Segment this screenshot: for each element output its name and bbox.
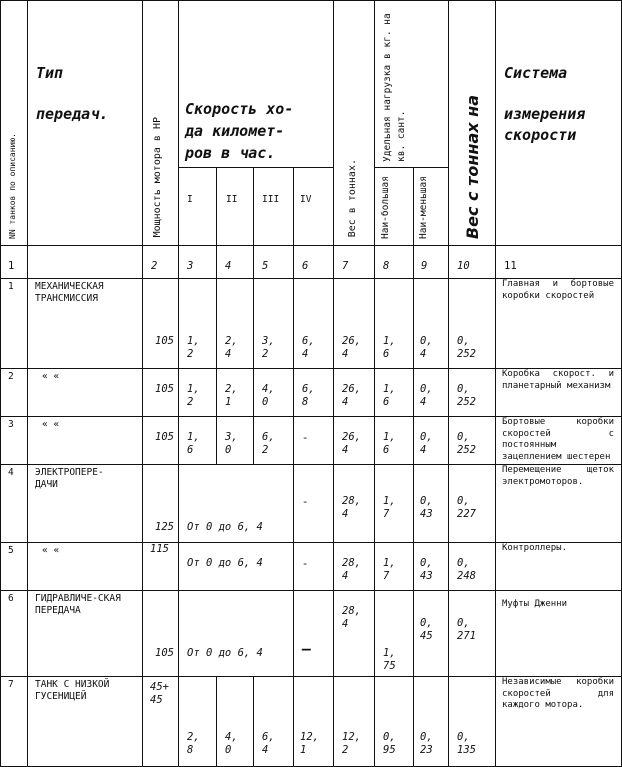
- weight: 28, 4: [342, 495, 361, 520]
- speed-gear-3: 3, 2: [262, 335, 275, 360]
- load-max: 1, 7: [383, 495, 396, 520]
- header-gear-1: [179, 168, 217, 246]
- table-row: [1, 465, 622, 543]
- header-speed: [179, 1, 334, 168]
- speed-system: Муфты Дженни: [502, 599, 568, 609]
- header-load-max: [375, 168, 414, 246]
- row-number: 7: [8, 679, 14, 690]
- load-max: 1, 6: [383, 383, 396, 408]
- header-speed-line3: ров в час.: [185, 144, 276, 162]
- weight-per-unit: 0, 252: [457, 335, 476, 360]
- header-type-line1: Тип: [36, 64, 64, 82]
- header-system: [496, 1, 622, 246]
- header-load-min: [414, 168, 449, 246]
- index-cell: 10: [457, 260, 470, 272]
- row-number: 1: [8, 281, 14, 292]
- speed-system: Перемещение щеток электромоторов.: [502, 465, 614, 487]
- header-load: [375, 1, 449, 168]
- speed-gear-1: 1, 2: [187, 335, 200, 360]
- motor-power: 105: [155, 383, 174, 395]
- header-load-min-text: Наи-меньшая: [418, 176, 429, 239]
- table-row: [1, 369, 622, 417]
- header-tank-number: [1, 1, 28, 246]
- index-cell: 6: [302, 260, 309, 272]
- weight-per-unit: 0, 135: [457, 731, 476, 756]
- table-row: [1, 543, 622, 591]
- speed-gear-4: -: [302, 495, 309, 508]
- speed-gear-3: 6, 2: [262, 431, 275, 456]
- weight-per-unit: 0, 271: [457, 617, 476, 642]
- weight: 26, 4: [342, 383, 361, 408]
- speed-system: Бортовые коробки скоростей с постоянным зацеплением шестерен: [502, 417, 614, 462]
- load-max: 1, 6: [383, 335, 396, 360]
- transmission-type: ТАНК С НИЗКОЙ ГУСЕНИЦЕЙ: [35, 679, 110, 702]
- load-min: 0, 43: [420, 495, 433, 520]
- index-cell: 11: [504, 260, 517, 272]
- load-min: 0, 23: [420, 731, 433, 756]
- load-min: 0, 45: [420, 617, 433, 642]
- header-weight2: [449, 1, 496, 246]
- speed-gear-2: 2, 1: [225, 383, 238, 408]
- speed-gear-2: 4, 0: [225, 731, 238, 756]
- index-cell: 4: [225, 260, 232, 272]
- weight-per-unit: 0, 252: [457, 431, 476, 456]
- speed-gear-1: 2, 8: [187, 731, 200, 756]
- header-gear-2: [217, 168, 254, 246]
- index-cell: 2: [151, 260, 158, 272]
- speed-range: От 0 до 6, 4: [187, 647, 263, 659]
- header-gear-3: [254, 168, 294, 246]
- row-number: 2: [8, 371, 14, 382]
- row-number: 4: [8, 467, 14, 478]
- speed-range: От 0 до 6, 4: [187, 521, 263, 533]
- load-min: 0, 4: [420, 335, 433, 360]
- transmission-type: « «: [42, 371, 60, 382]
- speed-system: Независимые коробки скоростей для каждого мотора.: [502, 677, 614, 710]
- gear-4-label: IV: [300, 194, 312, 205]
- header-system-line1: Система: [504, 64, 568, 82]
- load-min: 0, 4: [420, 383, 433, 408]
- transmission-type: ГИДРАВЛИЧЕ-СКАЯ ПЕРЕДАЧА: [35, 593, 121, 616]
- load-max: 1, 6: [383, 431, 396, 456]
- weight: 28, 4: [342, 605, 361, 630]
- load-min: 0, 43: [420, 557, 433, 582]
- weight-per-unit: 0, 227: [457, 495, 476, 520]
- header-system-line3: скорости: [504, 126, 577, 144]
- gear-1-label: I: [187, 194, 193, 205]
- motor-power: 125: [155, 521, 174, 533]
- transmission-type: ЭЛЕКТРОПЕРЕ-ДАЧИ: [35, 467, 104, 490]
- speed-gear-4: -: [302, 557, 309, 570]
- header-system-line2: измерения: [504, 105, 586, 123]
- transmission-type: « «: [42, 545, 60, 556]
- load-min: 0, 4: [420, 431, 433, 456]
- load-max: 1, 75: [383, 647, 396, 672]
- header-power: [143, 1, 179, 246]
- weight-per-unit: 0, 252: [457, 383, 476, 408]
- speed-gear-4: 6, 8: [302, 383, 315, 408]
- speed-gear-1: 1, 2: [187, 383, 200, 408]
- speed-system: Контроллеры.: [502, 543, 568, 553]
- header-type-line2: передач.: [36, 105, 109, 123]
- load-max: 1, 7: [383, 557, 396, 582]
- transmission-type: « «: [42, 419, 60, 430]
- gear-2-label: II: [226, 194, 238, 205]
- header-row-top: [1, 1, 622, 168]
- gear-3-label: III: [262, 194, 280, 205]
- row-number: 6: [8, 593, 14, 604]
- index-cell: 5: [262, 260, 269, 272]
- speed-gear-2: 3, 0: [225, 431, 238, 456]
- header-load-text: Удельная нагрузка в кг. на кв. сант.: [382, 13, 407, 162]
- motor-power: 105: [155, 335, 174, 347]
- table-row: [1, 677, 622, 767]
- header-type: [28, 1, 143, 246]
- index-cell: 7: [342, 260, 349, 272]
- load-max: 0, 95: [383, 731, 396, 756]
- transmission-type: МЕХАНИЧЕСКАЯ ТРАНСМИССИЯ: [35, 281, 104, 304]
- index-cell: 9: [421, 260, 428, 272]
- header-power-text: Мощность мотора в HP: [152, 116, 163, 237]
- weight-per-unit: 0, 248: [457, 557, 476, 582]
- speed-gear-4: 6, 4: [302, 335, 315, 360]
- header-load-max-text: Наи-большая: [380, 176, 391, 239]
- speed-gear-1: 1, 6: [187, 431, 200, 456]
- table-row: [1, 591, 622, 677]
- index-cell: 1: [8, 260, 15, 272]
- weight: 26, 4: [342, 335, 361, 360]
- speed-gear-3: 4, 0: [262, 383, 275, 408]
- header-weight: [334, 1, 375, 246]
- header-speed-line2: да километ-: [185, 122, 285, 140]
- index-row: [1, 246, 622, 279]
- header-speed-line1: Скорость хо-: [185, 100, 294, 118]
- header-tank-number-text: NN танков по описанию.: [8, 133, 17, 239]
- speed-gear-4: 12, 1: [300, 731, 319, 756]
- motor-power: 115: [150, 543, 169, 555]
- motor-power: 45+ 45: [150, 681, 169, 706]
- row-number: 5: [8, 545, 14, 556]
- speed-system: Коробка скорост. и планетарный механизм: [502, 369, 614, 391]
- header-weight2-text: Вес с тоннах на: [463, 94, 482, 239]
- index-cell: 3: [187, 260, 194, 272]
- motor-power: 105: [155, 647, 174, 659]
- speed-gear-2: 2, 4: [225, 335, 238, 360]
- speed-gear-4: -: [302, 431, 309, 444]
- speed-gear-4: —: [302, 640, 312, 658]
- row-number: 3: [8, 419, 14, 430]
- speed-system: Главная и бортовые коробки скоростей: [502, 279, 614, 301]
- weight: 28, 4: [342, 557, 361, 582]
- table-row: [1, 279, 622, 369]
- header-weight-text: Вес в тоннах.: [347, 158, 358, 237]
- speed-gear-3: 6, 4: [262, 731, 275, 756]
- table-row: [1, 417, 622, 465]
- weight: 12, 2: [342, 731, 361, 756]
- weight: 26, 4: [342, 431, 361, 456]
- header-gear-4: [294, 168, 334, 246]
- index-cell: 8: [383, 260, 390, 272]
- motor-power: 105: [155, 431, 174, 443]
- speed-range: От 0 до 6, 4: [187, 557, 263, 569]
